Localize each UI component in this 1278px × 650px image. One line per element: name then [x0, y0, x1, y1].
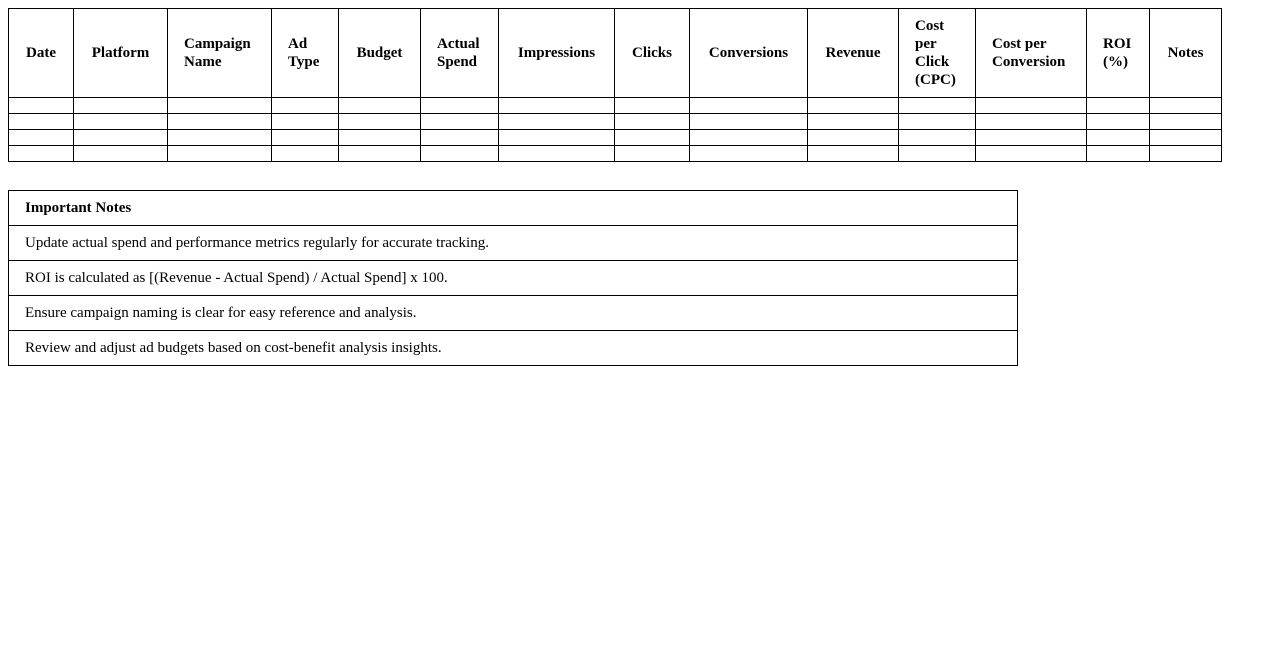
table-cell[interactable]	[74, 146, 168, 162]
ad-performance-table	[8, 8, 1222, 162]
table-cell[interactable]	[976, 146, 1087, 162]
table-cell[interactable]	[339, 146, 421, 162]
table-cell[interactable]	[808, 146, 899, 162]
column-header-cost-per-conversion: Cost per Conversion	[976, 9, 1087, 98]
important-notes-table	[8, 190, 1018, 366]
table-cell[interactable]	[615, 98, 690, 114]
table-cell[interactable]	[272, 98, 339, 114]
table-cell[interactable]	[1087, 130, 1150, 146]
table-cell[interactable]	[74, 98, 168, 114]
table-cell[interactable]	[272, 146, 339, 162]
table-row	[9, 146, 1222, 162]
important-notes-title: Important Notes	[9, 191, 1018, 226]
table-row	[9, 130, 1222, 146]
table-row	[9, 98, 1222, 114]
table-cell[interactable]	[976, 130, 1087, 146]
table-cell[interactable]	[808, 98, 899, 114]
column-header-notes: Notes	[1150, 9, 1222, 98]
table-cell[interactable]	[1087, 98, 1150, 114]
table-cell[interactable]	[421, 114, 499, 130]
table-cell[interactable]	[9, 114, 74, 130]
table-cell[interactable]	[899, 114, 976, 130]
table-cell[interactable]	[615, 130, 690, 146]
note-item: ROI is calculated as [(Revenue - Actual Spend) / Actual Spend] x 100.	[9, 261, 1018, 296]
table-cell[interactable]	[1087, 146, 1150, 162]
table-cell[interactable]	[976, 114, 1087, 130]
table-cell[interactable]	[499, 146, 615, 162]
table-cell[interactable]	[499, 114, 615, 130]
table-cell[interactable]	[74, 130, 168, 146]
table-cell[interactable]	[272, 114, 339, 130]
table-cell[interactable]	[899, 130, 976, 146]
note-item: Ensure campaign naming is clear for easy reference and analysis.	[9, 296, 1018, 331]
table-cell[interactable]	[690, 146, 808, 162]
table-cell[interactable]	[499, 98, 615, 114]
column-header-platform: Platform	[74, 9, 168, 98]
table-cell[interactable]	[899, 146, 976, 162]
table-cell[interactable]	[976, 98, 1087, 114]
table-cell[interactable]	[168, 98, 272, 114]
notes-row	[9, 226, 1018, 261]
notes-header-row	[9, 191, 1018, 226]
table-cell[interactable]	[9, 130, 74, 146]
table-cell[interactable]	[1150, 114, 1222, 130]
table-cell[interactable]	[899, 98, 976, 114]
column-header-ad-type: Ad Type	[272, 9, 339, 98]
table-cell[interactable]	[499, 130, 615, 146]
table-cell[interactable]	[74, 114, 168, 130]
table-row	[9, 114, 1222, 130]
table-cell[interactable]	[690, 114, 808, 130]
table-cell[interactable]	[808, 114, 899, 130]
column-header-budget: Budget	[339, 9, 421, 98]
table-cell[interactable]	[9, 146, 74, 162]
notes-row	[9, 261, 1018, 296]
table-cell[interactable]	[1150, 98, 1222, 114]
notes-row	[9, 331, 1018, 366]
table-cell[interactable]	[690, 130, 808, 146]
notes-row	[9, 296, 1018, 331]
column-header-conversions: Conversions	[690, 9, 808, 98]
table-cell[interactable]	[1150, 130, 1222, 146]
table-cell[interactable]	[615, 146, 690, 162]
table-cell[interactable]	[272, 130, 339, 146]
column-header-roi: ROI (%)	[1087, 9, 1150, 98]
table-cell[interactable]	[1150, 146, 1222, 162]
table-cell[interactable]	[339, 130, 421, 146]
note-item: Update actual spend and performance metrics regularly for accurate tracking.	[9, 226, 1018, 261]
column-header-revenue: Revenue	[808, 9, 899, 98]
table-cell[interactable]	[168, 146, 272, 162]
column-header-cpc: Cost per Click (CPC)	[899, 9, 976, 98]
table-cell[interactable]	[168, 130, 272, 146]
table-cell[interactable]	[9, 98, 74, 114]
table-cell[interactable]	[339, 98, 421, 114]
table-cell[interactable]	[421, 146, 499, 162]
table-cell[interactable]	[808, 130, 899, 146]
column-header-campaign-name: Campaign Name	[168, 9, 272, 98]
note-item: Review and adjust ad budgets based on cost-benefit analysis insights.	[9, 331, 1018, 366]
table-cell[interactable]	[421, 130, 499, 146]
table-cell[interactable]	[615, 114, 690, 130]
column-header-clicks: Clicks	[615, 9, 690, 98]
column-header-date: Date	[9, 9, 74, 98]
column-header-actual-spend: Actual Spend	[421, 9, 499, 98]
table-cell[interactable]	[421, 98, 499, 114]
column-header-impressions: Impressions	[499, 9, 615, 98]
table-cell[interactable]	[168, 114, 272, 130]
table-cell[interactable]	[1087, 114, 1150, 130]
table-header-row	[9, 9, 1222, 98]
table-cell[interactable]	[339, 114, 421, 130]
table-cell[interactable]	[690, 98, 808, 114]
